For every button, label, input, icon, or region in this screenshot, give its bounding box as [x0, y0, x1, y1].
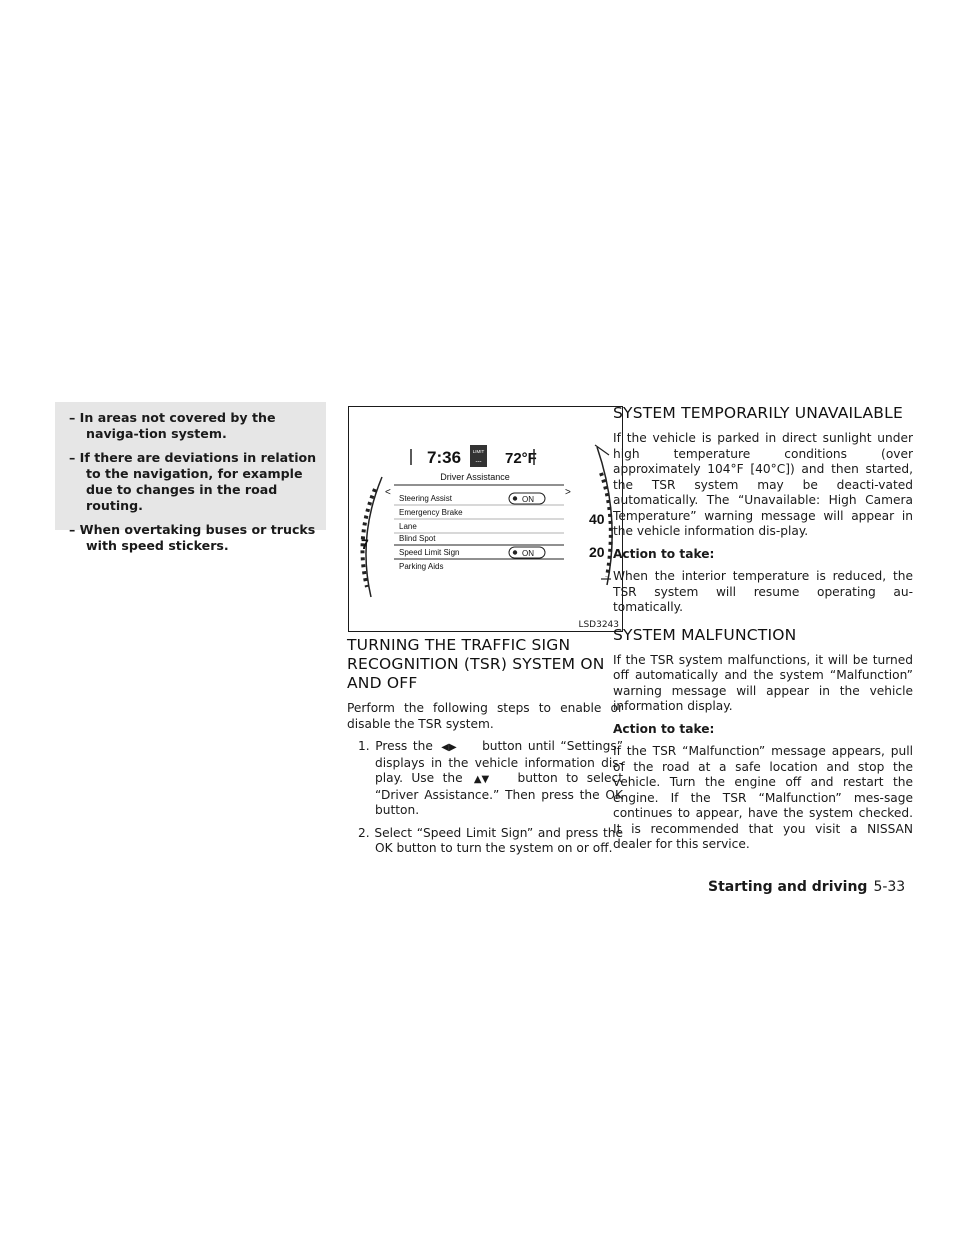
action-label: Action to take:	[613, 721, 715, 736]
section-body: If the vehicle is parked in direct sunlight under high temperature conditions (over approximately 104°F [40°C]) and then started, the TSR system may be deacti-vated automatically. The “Unavailable: High Camera Temperature” warning message will appear in the vehicle information dis-play.	[613, 431, 913, 538]
section-heading: SYSTEM MALFUNCTION	[613, 625, 797, 644]
left-right-arrows-icon: ◀▶	[441, 742, 457, 753]
note-box	[55, 402, 326, 553]
list-item: – When overtaking buses or trucks with speed stickers.	[69, 522, 316, 553]
page-number: 5-33	[873, 879, 906, 895]
section-turning-on-off	[347, 636, 623, 864]
bullet-list	[55, 402, 326, 554]
menu-title: Driver Assistance	[440, 472, 510, 482]
gauge-left-number: 7	[361, 536, 369, 552]
instrument-cluster-figure	[348, 406, 623, 632]
steps-list	[347, 739, 623, 857]
cluster-illustration	[349, 407, 622, 631]
svg-text:ON: ON	[522, 495, 534, 504]
gauge-40: 40	[589, 511, 605, 527]
list-item: – In areas not covered by the naviga-tion system.	[69, 410, 276, 441]
menu-item: Lane	[399, 522, 417, 531]
menu-item: Speed Limit Sign	[399, 548, 460, 557]
section-heading: SYSTEM TEMPORARILY UNAVAILABLE	[613, 404, 903, 422]
gauge-20: 20	[589, 544, 605, 560]
action-text: When the interior temperature is reduced, the TSR system will resume operating au-tomatically.	[613, 569, 913, 614]
footer-section: Starting and driving	[708, 879, 868, 895]
section-intro: Perform the following steps to enable or disable the TSR system.	[347, 701, 623, 731]
page-footer	[708, 879, 905, 895]
list-item: – If there are deviations in relation to the navigation, for example due to changes in the road routing.	[69, 450, 317, 513]
menu-item: Blind Spot	[399, 534, 436, 543]
limit-value: ---	[475, 459, 482, 465]
section-body: If the TSR system malfunctions, it will be turned off automatically and the system “Malfunction” warning message will appear in the vehicle information display.	[613, 652, 913, 713]
limit-label: LIMIT	[472, 449, 485, 454]
clock-time: 7:36	[427, 448, 462, 467]
up-down-arrows-icon: ▲▼	[473, 774, 490, 785]
menu-item: Steering Assist	[399, 494, 452, 503]
step-1: 1. Press the ◀▶ button until “Settings” displays in the vehicle information dis-play. Use the ▲▼ button to select “Driver Assistance.” Then press the OK button.	[358, 739, 624, 817]
section-heading: TURNING THE TRAFFIC SIGN RECOGNITION (TSR) SYSTEM ON AND OFF	[347, 636, 605, 692]
action-text: If the TSR “Malfunction” message appears, pull of the road at a safe location and stop the vehicle. Turn the engine off and restart the engine. If the TSR “Malfunction” mes-sage continues to appear, have the system checked. It is recommended that you visit a NISSAN dealer for this service.	[613, 744, 913, 851]
action-label: Action to take:	[613, 546, 715, 561]
figure-id: LSD3243	[578, 620, 619, 630]
step-2: 2. Select “Speed Limit Sign” and press the OK button to turn the system on or off.	[358, 825, 623, 855]
outside-temp: 72°F	[505, 450, 537, 467]
menu-left-arrow: <	[385, 487, 391, 498]
svg-text:ON: ON	[522, 549, 534, 558]
menu-right-arrow: >	[565, 487, 571, 498]
menu-item: Emergency Brake	[399, 508, 463, 517]
menu-item: Parking Aids	[399, 562, 444, 571]
right-column	[613, 404, 913, 860]
